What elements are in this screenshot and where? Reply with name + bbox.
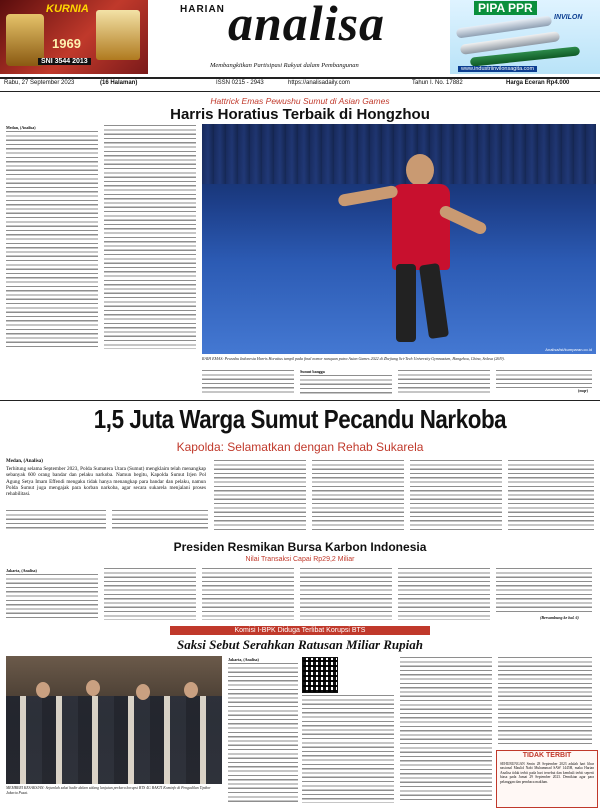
story3-col5-text	[398, 568, 490, 620]
story3-col2-text	[104, 568, 196, 620]
right-ad	[450, 0, 600, 74]
story3-subheadline: Nilai Transaksi Capai Rp29,2 Miliar	[245, 556, 355, 563]
story3-sign: (Bersambung ke hal. 6)	[540, 615, 579, 620]
qr-code[interactable]	[302, 657, 338, 693]
story3-col6-text	[496, 568, 592, 614]
story1-photo	[202, 124, 596, 354]
photo-credit: Analisa/ist/kumparan.co.id	[545, 347, 592, 352]
story3-col3-text	[202, 568, 294, 620]
story4-col4-text	[498, 657, 592, 747]
story4-photo	[6, 656, 222, 784]
story3-col4-text	[300, 568, 392, 620]
website: https://analisadaily.com	[288, 80, 350, 86]
story2-headline: 1,5 Juta Warga Sumut Pecandu Narkoba	[93, 404, 507, 434]
story1-kicker: Hattrick Emas Pewushu Sumut di Asian Games	[210, 96, 390, 106]
sni-label: SNI 3544 2013	[38, 58, 91, 65]
masthead-title: analisa	[228, 0, 386, 51]
info-bar	[0, 80, 600, 90]
tidak-terbit-body: SEHUBUNGAN Senin 28 September 2023 adalah hari libur nasional Maulid Nabi Muhammad SAW 1445H, maka Harian Analisa tidak terbit pada hari tersebut dan kembali terbit seperti biasa pada Jumat 29 September 2023. Demikian agar para pelanggan dan pembaca maklum.	[500, 762, 594, 784]
story2-col1-text	[6, 510, 106, 530]
masthead-pre-title: HARIAN	[180, 4, 225, 15]
story2-col6-text	[508, 460, 594, 530]
story3-byline: Jakarta, (Analisa)	[6, 568, 37, 573]
story1-caption: RAIH EMAS: Pewushu Indonesia Harris Horatius tampil pada final nomor nanquan putra Asian Games 2022 di Zhejiang Sci-Tech University Gymnasium, Hangzhou, China, Selasa (26/9).	[202, 356, 505, 361]
story2-col3-text	[214, 460, 306, 530]
story4-caption: MEMBERI KESAKSIAN: Sejumlah saksi hadir dalam sidang lanjutan perkara korupsi BTS 4G BAKTI Kominfo di Pengadilan Tipikor Jakarta Pusat.	[6, 786, 211, 795]
story2-subheadline: Kapolda: Selamatkan dengan Rehab Sukarela	[176, 440, 424, 454]
story2-col4-text	[312, 460, 404, 530]
tidak-terbit-box	[496, 750, 598, 808]
story1-col3-text	[202, 370, 294, 394]
story4-col3-text	[400, 657, 492, 803]
story1-col6-text	[496, 370, 592, 388]
rule	[0, 400, 600, 401]
ad-url: www.industriinvilonsagita.com	[458, 66, 537, 72]
info-bar-bottom-rule	[0, 91, 600, 92]
invilon-brand: INVILON	[554, 14, 583, 21]
story2-col2-text	[112, 510, 208, 530]
story4-byline: Jakarta, (Analisa)	[228, 657, 259, 662]
info-bar-top-rule	[0, 77, 600, 79]
athlete-figure	[378, 154, 478, 344]
story2-lead: Terhitung selama September 2023, Polda Sumatera Utara (Sumut) mengklaim telah menangkap sebanyak 600 orang bandar dan pelaku narkoba. Namun begitu, Kapolda Sumut Irjen Pol Agung Setya Imam Effendi mengaku tidak hanya menangkap para bandar dan pelaku, namun Polda Sumut juga mengajak para korban narkoba, agar secara sukarela menjalani proses rehabilitasi.	[6, 466, 206, 498]
story4-col2-text	[302, 695, 394, 803]
story4-kicker: Komisi I-BPK Diduga Terlibat Korupsi BTS	[234, 627, 366, 634]
story1-col2-text	[104, 125, 196, 349]
story1-sign: (mqr)	[578, 388, 588, 393]
story2-byline: Medan, (Analisa)	[6, 459, 43, 464]
masthead-tagline: Membangkitkan Partisipasi Rakyat dalam Pembangunan	[210, 62, 359, 69]
page-count: (16 Halaman)	[100, 80, 138, 86]
product-pack-icon	[96, 10, 140, 60]
courtroom-people	[6, 696, 222, 784]
issn: ISSN 0215 - 2943	[216, 80, 264, 86]
story4-headline: Saksi Sebut Serahkan Ratusan Miliar Rupiah	[176, 637, 423, 652]
story3-col1-text	[6, 574, 98, 620]
price: Harga Eceran Rp4.000	[506, 80, 570, 86]
story3-headline: Presiden Resmikan Bursa Karbon Indonesia	[173, 540, 427, 554]
story1-col5-text	[398, 370, 490, 394]
story4-col1-text	[228, 663, 298, 803]
story2-col5-text	[410, 460, 502, 530]
masthead	[150, 0, 450, 74]
kurnia-brand: KURNIA	[46, 3, 89, 15]
issue-date: Rabu, 27 September 2023	[4, 80, 75, 86]
story1-col4-text	[300, 375, 392, 394]
pipa-brand: PIPA PPR	[474, 1, 537, 15]
story1-subhead: Sumut bangga	[300, 369, 325, 374]
tidak-terbit-title: TIDAK TERBIT	[522, 752, 572, 759]
left-ad	[0, 0, 148, 74]
story1-byline: Medan, (Analisa)	[6, 125, 36, 130]
story1-col1-text	[6, 131, 98, 349]
story1-headline: Harris Horatius Terbaik di Hongzhou	[170, 106, 430, 123]
edition: Tahun I. No. 17882	[412, 80, 463, 86]
kurnia-year: 1969	[52, 36, 81, 51]
